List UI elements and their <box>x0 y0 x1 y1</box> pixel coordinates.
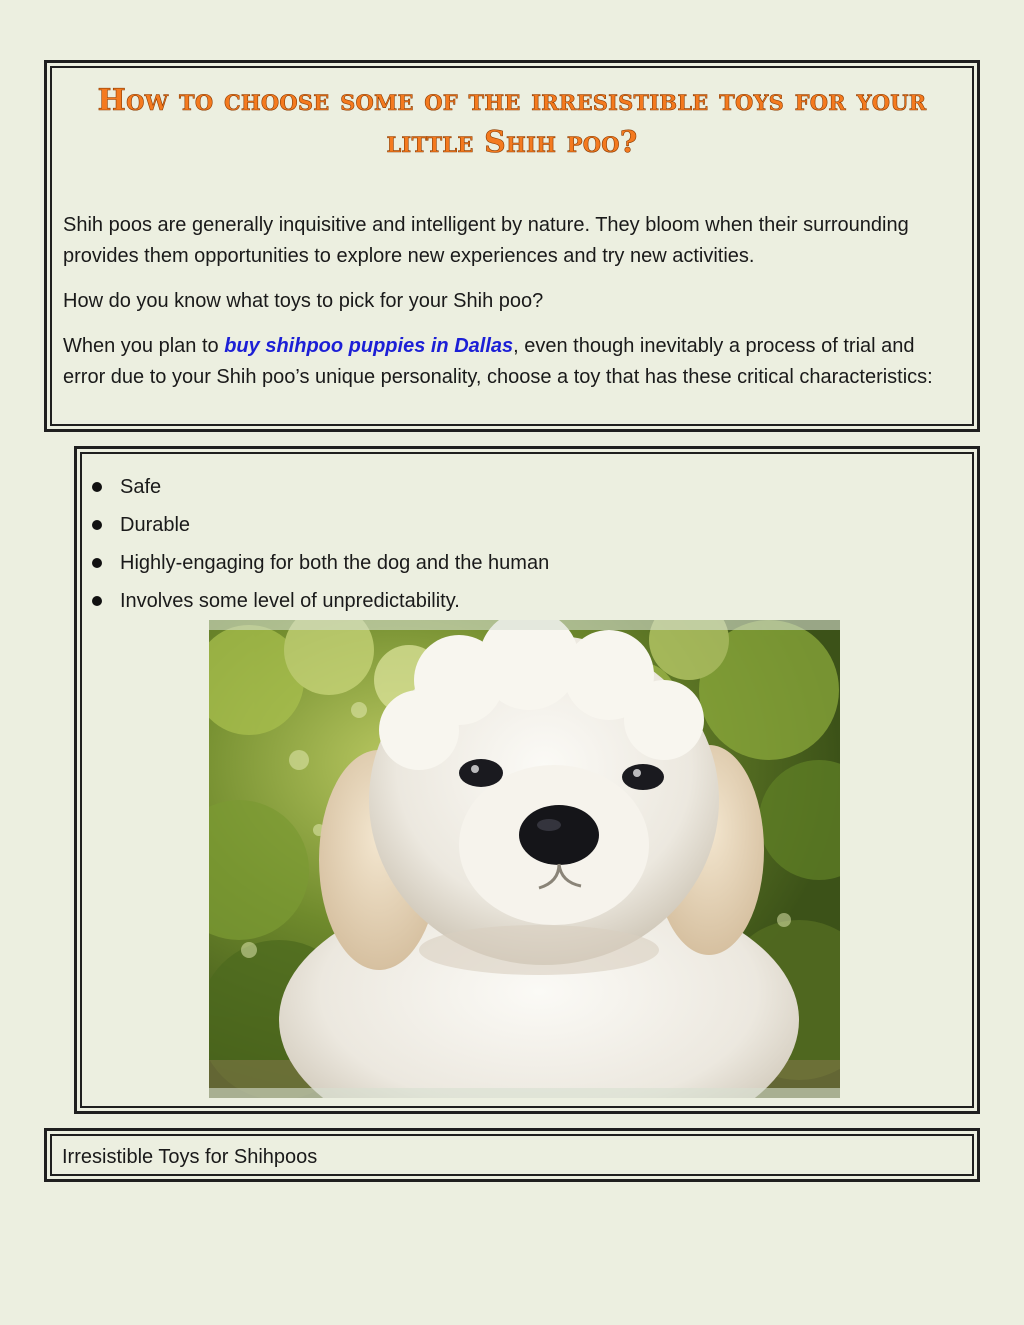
list-item <box>90 544 549 582</box>
page-title <box>52 80 972 164</box>
characteristics-box-inner <box>80 452 974 1108</box>
list-item <box>90 468 549 506</box>
puppy-illustration <box>209 620 840 1098</box>
intro-paragraph-1: Shih poos are generally inquisitive and intelligent by nature. They bloom when their surrounding provides them opportunities to explore new experiences and try new activities. <box>63 214 909 267</box>
buy-shihpoo-link[interactable]: buy shihpoo puppies in Dallas <box>224 335 514 357</box>
list-item <box>90 582 549 620</box>
intro-paragraph-3-start: When you plan to <box>63 335 225 357</box>
caption-box <box>44 1128 980 1182</box>
puppy-photo <box>209 620 840 1098</box>
list-item-label: Durable <box>120 514 191 536</box>
intro-paragraph-2: How do you know what toys to pick for your Shih poo? <box>63 290 544 312</box>
intro-box <box>44 60 980 432</box>
page-title-line-1: How to choose some of the irresistible toys for your <box>97 83 927 118</box>
intro-paragraph-3-end: , even though inevitably a process of trial and error due to your Shih poo’s unique personality, choose a toy that has these critical characteristics: <box>63 335 933 388</box>
image-caption: Irresistible Toys for Shihpoos <box>62 1146 318 1168</box>
list-item <box>90 506 549 544</box>
intro-paragraph-3 <box>63 331 960 393</box>
bullet-icon <box>92 596 102 606</box>
list-item-label: Safe <box>120 476 162 498</box>
characteristics-list <box>90 468 549 620</box>
bullet-icon <box>92 558 102 568</box>
page-title-line-2: little Shih poo? <box>386 125 638 160</box>
bullet-icon <box>92 520 102 530</box>
intro-box-inner <box>50 66 974 426</box>
list-item-label: Highly-engaging for both the dog and the human <box>120 552 550 574</box>
bullet-icon <box>92 482 102 492</box>
caption-box-inner <box>50 1134 974 1176</box>
characteristics-box <box>74 446 980 1114</box>
list-item-label: Involves some level of unpredictability. <box>120 590 460 612</box>
